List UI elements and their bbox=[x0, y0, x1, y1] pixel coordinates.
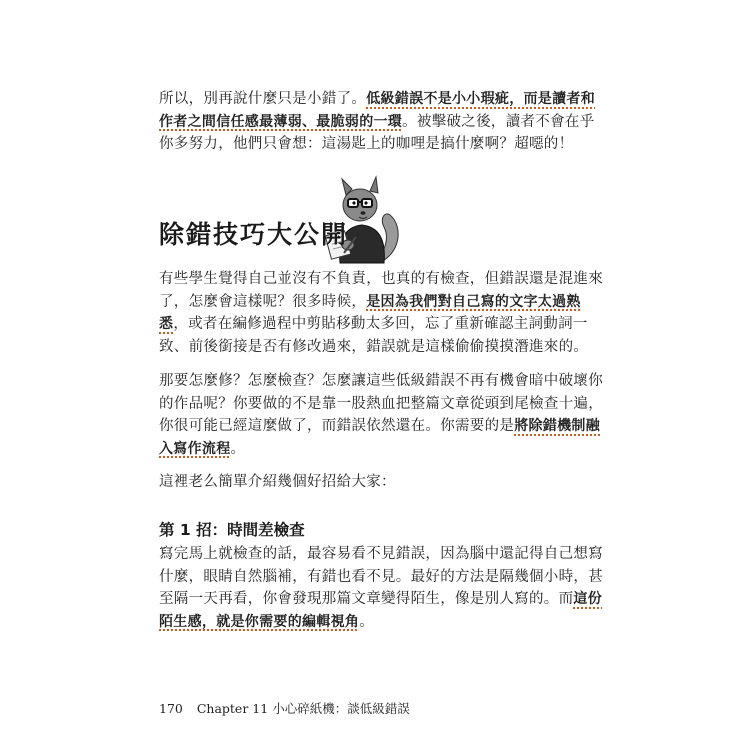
emphasis-text: 悉 bbox=[159, 316, 174, 332]
paragraph-how-to-fix bbox=[159, 370, 603, 460]
emphasis-text: 陌生感，就是你需要的編輯視角 bbox=[159, 613, 360, 630]
text-line: 的作品呢？你要做的不是靠一股熱血把整篇文章從頭到尾檢查十遍， bbox=[159, 395, 603, 412]
emphasis-text: 這份 bbox=[573, 591, 603, 607]
text-line: 所以，別再說什麼只是小錯了。低級錯誤不是小小瑕疵，而是讀者和 bbox=[159, 91, 596, 107]
text-line: 作者之間信任感最薄弱、最脆弱的一環。被擊破之後，讀者不會在乎 bbox=[159, 113, 595, 130]
text-line: 寫完馬上就檢查的話，最容易看不見錯誤，因為腦中還記得自己想寫 bbox=[159, 546, 603, 562]
paragraph-intro bbox=[159, 88, 599, 156]
tip-title: 第 1 招：時間差檢查 bbox=[159, 521, 305, 539]
text-line: 你多努力，他們只會想：這湯匙上的咖哩是搞什麼啊？超噁的！ bbox=[159, 136, 574, 152]
paragraph-why-errors bbox=[159, 268, 603, 358]
section-title: 除錯技巧大公開 bbox=[159, 220, 349, 249]
text-line: 那要怎麼修？怎麼檢查？怎麼讓這些低級錯誤不再有機會暗中破壞你 bbox=[159, 373, 603, 389]
chapter-title: 小心碎紙機：談低級錯誤 bbox=[272, 701, 410, 716]
chapter-label: Chapter 11 bbox=[196, 701, 269, 716]
text-line: 有些學生覺得自己並沒有不負責，也真的有檢查，但錯誤還是混進來 bbox=[159, 271, 603, 287]
text-line: 入寫作流程。 bbox=[159, 440, 246, 457]
emphasis-text: 作者之間信任感最薄弱、最脆弱的一環 bbox=[159, 113, 403, 130]
text-line: 致、前後銜接是否有修改過來，錯誤就是這樣偷偷摸摸潛進來的。 bbox=[159, 338, 589, 355]
emphasis-text: 將除錯機制融 bbox=[514, 418, 601, 434]
text-line: 什麼，眼睛自然腦補，有錯也看不見。最好的方法是隔幾個小時，甚 bbox=[159, 568, 603, 585]
tip-body bbox=[159, 543, 603, 633]
text-line: 你很可能已經這麼做了，而錯誤依然還在。你需要的是將除錯機制融 bbox=[159, 418, 601, 434]
paragraph-intro-tips bbox=[159, 471, 599, 494]
text-line: 了，怎麼會這樣呢？很多時候，是因為我們對自己寫的文字太過熟 bbox=[159, 293, 581, 310]
text-line: 這裡老么簡單介紹幾個好招給大家： bbox=[159, 474, 396, 490]
page-number: 170 bbox=[159, 701, 183, 716]
text-line: 悉，或者在編修過程中剪貼移動太多回，忘了重新確認主詞動詞一 bbox=[159, 316, 588, 332]
page-footer bbox=[159, 699, 410, 717]
emphasis-text: 低級錯誤不是小小瑕疵，而是讀者和 bbox=[366, 91, 596, 107]
text-line: 至隔一天再看，你會發現那篇文章變得陌生，像是別人寫的。而這份 bbox=[159, 591, 603, 607]
emphasis-text: 入寫作流程 bbox=[159, 440, 231, 457]
text-line: 陌生感，就是你需要的編輯視角。 bbox=[159, 613, 375, 630]
emphasis-text: 是因為我們對自己寫的文字太過熟 bbox=[366, 293, 581, 310]
